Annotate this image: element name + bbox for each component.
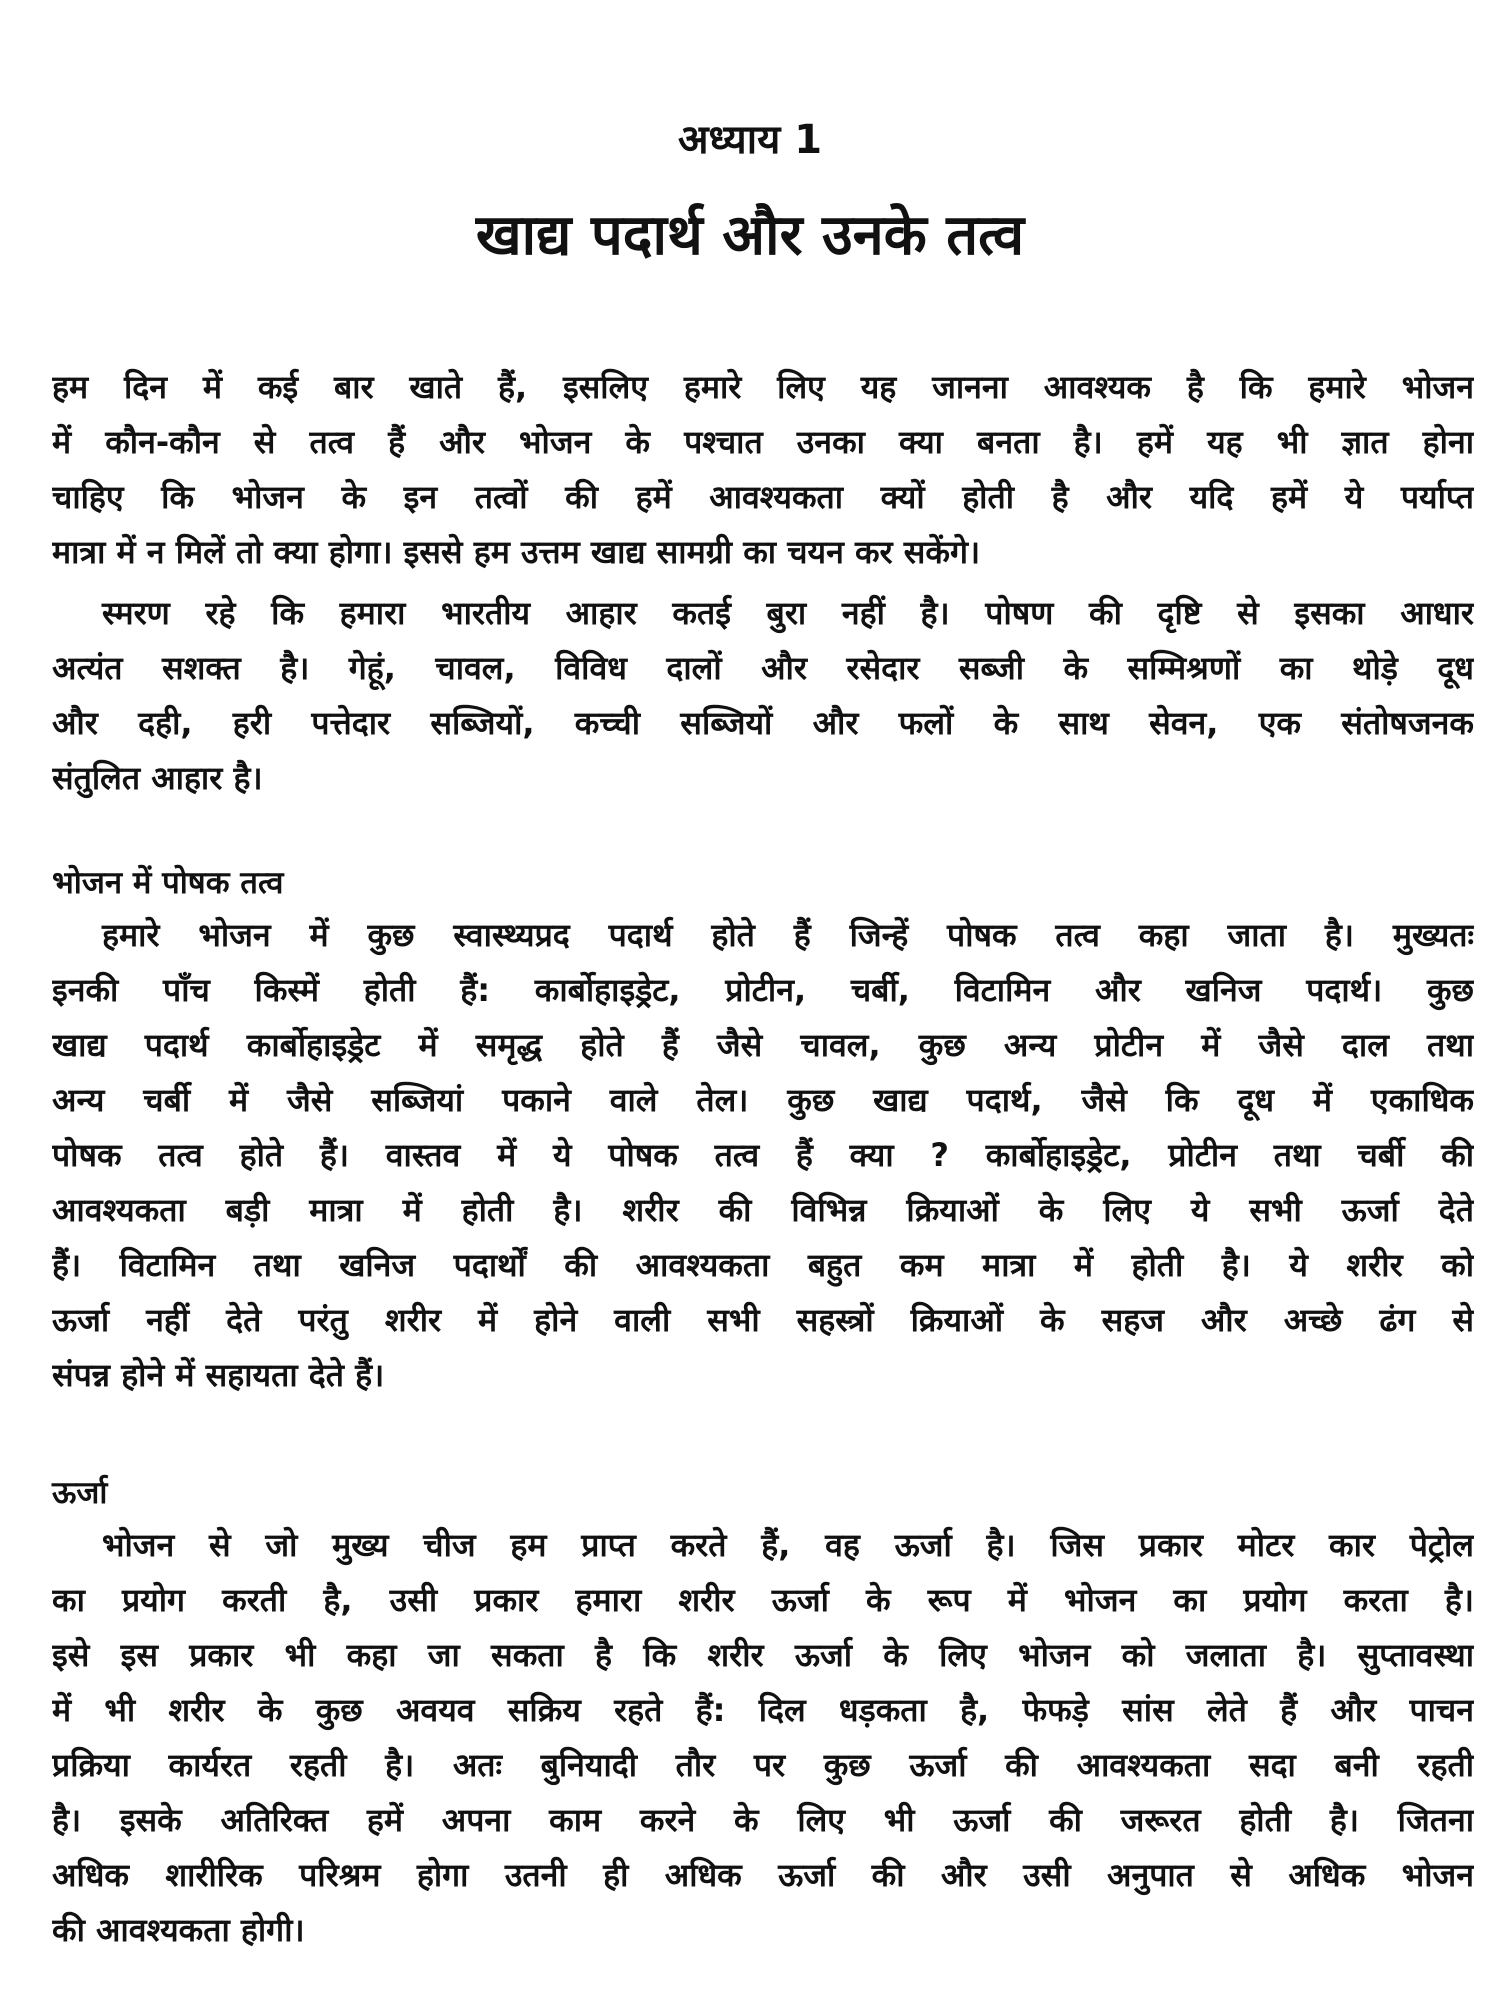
text-line: मात्रा में न मिलें तो क्या होगा। इससे हम उत्तम खाद्य सामग्री का चयन कर सकेंगे। bbox=[52, 533, 981, 571]
text-line: अत्यंत सशक्त है। गेहूं, चावल, विविध दालों और रसेदार सब्जी के सम्मिश्रणों का थोड़े दूध bbox=[52, 649, 1474, 687]
text-line: खाद्य पदार्थ कार्बोहाइड्रेट में समृद्ध होते हैं जैसे चावल, कुछ अन्य प्रोटीन में जैसे दाल तथा bbox=[52, 1026, 1474, 1064]
text-line: में भी शरीर के कुछ अवयव सक्रिय रहते हैं: दिल धड़कता है, फेफड़े सांस लेते हैं और पाचन bbox=[52, 1691, 1474, 1729]
text-line: है। इसके अतिरिक्त हमें अपना काम करने के लिए भी ऊर्जा की जरूरत होती है। जितना bbox=[52, 1801, 1474, 1839]
text-line: चाहिए कि भोजन के इन तत्वों की हमें आवश्यकता क्यों होती है और यदि हमें ये पर्याप्त bbox=[52, 478, 1474, 516]
text-line: इसे इस प्रकार भी कहा जा सकता है कि शरीर ऊर्जा के लिए भोजन को जलाता है। सुप्तावस्था bbox=[52, 1636, 1474, 1674]
text-line: आवश्यकता बड़ी मात्रा में होती है। शरीर की विभिन्न क्रियाओं के लिए ये सभी ऊर्जा देते bbox=[52, 1191, 1474, 1229]
text-line: संतुलित आहार है। bbox=[52, 759, 263, 797]
section-energy bbox=[52, 1468, 1474, 1958]
chapter-label: अध्याय 1 bbox=[677, 117, 823, 163]
section-heading: भोजन में पोषक तत्व bbox=[52, 865, 284, 901]
text-line: इनकी पाँच किस्में होती हैं: कार्बोहाइड्रेट, प्रोटीन, चर्बी, विटामिन और खनिज पदार्थ। कुछ bbox=[52, 971, 1474, 1009]
chapter-title: खाद्य पदार्थ और उनके तत्व bbox=[475, 203, 1025, 268]
text-line: अन्य चर्बी में जैसे सब्जियां पकाने वाले तेल। कुछ खाद्य पदार्थ, जैसे कि दूध में एकाधिक bbox=[52, 1081, 1474, 1119]
intro-paragraph-2 bbox=[52, 586, 1474, 806]
text-line: हैं। विटामिन तथा खनिज पदार्थों की आवश्यकता बहुत कम मात्रा में होती है। ये शरीर को bbox=[52, 1246, 1474, 1284]
section-nutrients bbox=[52, 858, 1474, 1403]
text-line: प्रक्रिया कार्यरत रहती है। अतः बुनियादी तौर पर कुछ ऊर्जा की आवश्यकता सदा बनी रहती bbox=[52, 1746, 1474, 1784]
text-line: में कौन-कौन से तत्व हैं और भोजन के पश्चात उनका क्या बनता है। हमें यह भी ज्ञात होना bbox=[52, 423, 1474, 461]
text-line: हमारे भोजन में कुछ स्वास्थ्यप्रद पदार्थ होते हैं जिन्हें पोषक तत्व कहा जाता है। मुख्यतः bbox=[102, 916, 1474, 954]
text-line: संपन्न होने में सहायता देते हैं। bbox=[52, 1356, 385, 1394]
text-line: का प्रयोग करती है, उसी प्रकार हमारा शरीर ऊर्जा के रूप में भोजन का प्रयोग करता है। bbox=[52, 1581, 1474, 1619]
section-heading: ऊर्जा bbox=[52, 1475, 108, 1511]
intro-paragraph-1 bbox=[52, 360, 1474, 580]
text-line: स्मरण रहे कि हमारा भारतीय आहार कतई बुरा नहीं है। पोषण की दृष्टि से इसका आधार bbox=[102, 594, 1474, 632]
text-line: की आवश्यकता होगी। bbox=[52, 1911, 305, 1949]
text-line: भोजन से जो मुख्य चीज हम प्राप्त करते हैं, वह ऊर्जा है। जिस प्रकार मोटर कार पेट्रोल bbox=[102, 1526, 1474, 1564]
text-line: हम दिन में कई बार खाते हैं, इसलिए हमारे लिए यह जानना आवश्यक है कि हमारे भोजन bbox=[52, 368, 1474, 406]
text-line: पोषक तत्व होते हैं। वास्तव में ये पोषक तत्व हैं क्या ? कार्बोहाइड्रेट, प्रोटीन तथा चर्बी की bbox=[52, 1136, 1474, 1174]
text-line: और दही, हरी पत्तेदार सब्जियों, कच्ची सब्जियों और फलों के साथ सेवन, एक संतोषजनक bbox=[52, 704, 1474, 742]
text-line: अधिक शारीरिक परिश्रम होगा उतनी ही अधिक ऊर्जा की और उसी अनुपात से अधिक भोजन bbox=[52, 1856, 1474, 1894]
text-line: ऊर्जा नहीं देते परंतु शरीर में होने वाली सभी सहस्त्रों क्रियाओं के सहज और अच्छे ढंग से bbox=[52, 1301, 1474, 1339]
